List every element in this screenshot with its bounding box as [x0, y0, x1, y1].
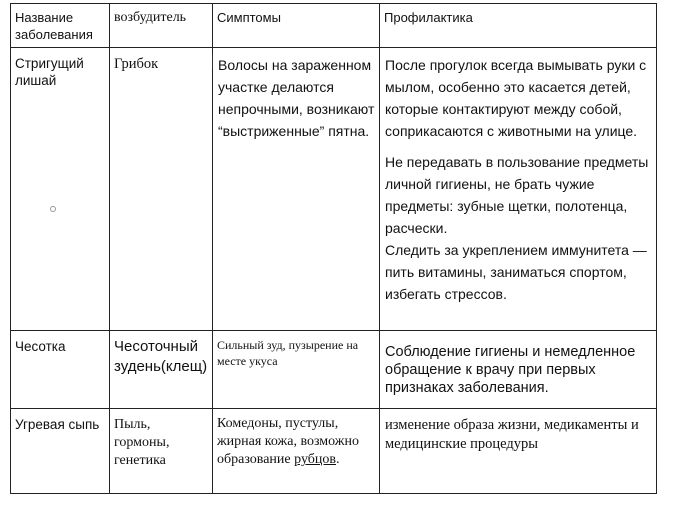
table-header-row [11, 4, 657, 48]
prevention-text: изменение образа жизни, медикаменты и медицинские процедуры [385, 417, 639, 452]
cell-prevention [380, 331, 657, 409]
cell-disease [11, 48, 110, 331]
table-row [11, 331, 657, 409]
disease-name: Стригущий лишай [15, 56, 84, 88]
agent-text: Пыль, гормоны, генетика [114, 417, 170, 468]
disease-name: Угревая сыпь [15, 417, 100, 432]
symptoms-end: . [335, 452, 340, 467]
prevention-text: Соблюдение гигиены и немедленное обращение к врачу при первых признаках заболевания. [385, 344, 636, 396]
cell-agent [110, 409, 213, 494]
text-cursor [212, 54, 213, 69]
table-row [11, 48, 657, 331]
header-agent-label: возбудитель [114, 10, 187, 25]
agent-text: Грибок [114, 56, 159, 72]
symptoms-text: Волосы на зараженном участке делаются непрочными, возникают “выстриженные” пятна. [218, 57, 375, 139]
symptoms-text [213, 409, 379, 469]
prevention-paragraph: Следить за укреплением иммунитета — пить витамины, заниматься спортом, избегать стрессов. [385, 242, 647, 302]
prevention-paragraph: После прогулок всегда вымывать руки с мылом, особенно это касается детей, которые контактируют между собой, соприкасаются с животными на улице. [385, 57, 647, 139]
anchor-marker-icon [50, 206, 56, 212]
agent-text: Чесоточный зудень(клещ) [114, 338, 208, 375]
header-prevention-label: Профилактика [384, 10, 473, 25]
prevention-text [380, 48, 656, 305]
symptoms-main: Комедоны, пустулы, жирная кожа, возможно образование [217, 416, 359, 467]
header-symptoms-label: Симптомы [217, 10, 281, 25]
cell-symptoms [213, 331, 380, 409]
cell-agent [110, 48, 213, 331]
table-row [11, 409, 657, 494]
cell-symptoms [213, 409, 380, 494]
disease-table [10, 3, 657, 494]
cell-prevention [380, 409, 657, 494]
header-disease-label: Название заболевания [15, 10, 93, 42]
header-cell-disease [11, 4, 110, 48]
cell-agent [110, 331, 213, 409]
header-cell-agent [110, 4, 213, 48]
header-cell-prevention [380, 4, 657, 48]
cell-prevention [380, 48, 657, 331]
cell-disease [11, 331, 110, 409]
header-cell-symptoms [213, 4, 380, 48]
cell-symptoms [213, 48, 380, 331]
symptoms-underlined-word: рубцов [294, 452, 336, 467]
symptoms-text: Сильный зуд, пузырение на месте укуса [217, 338, 359, 368]
prevention-paragraph: Не передавать в пользование предметы личной гигиены, не брать чужие предметы: зубные щетки, полотенца, расчески. [385, 154, 649, 236]
disease-name: Чесотка [15, 339, 66, 354]
cell-disease [11, 409, 110, 494]
